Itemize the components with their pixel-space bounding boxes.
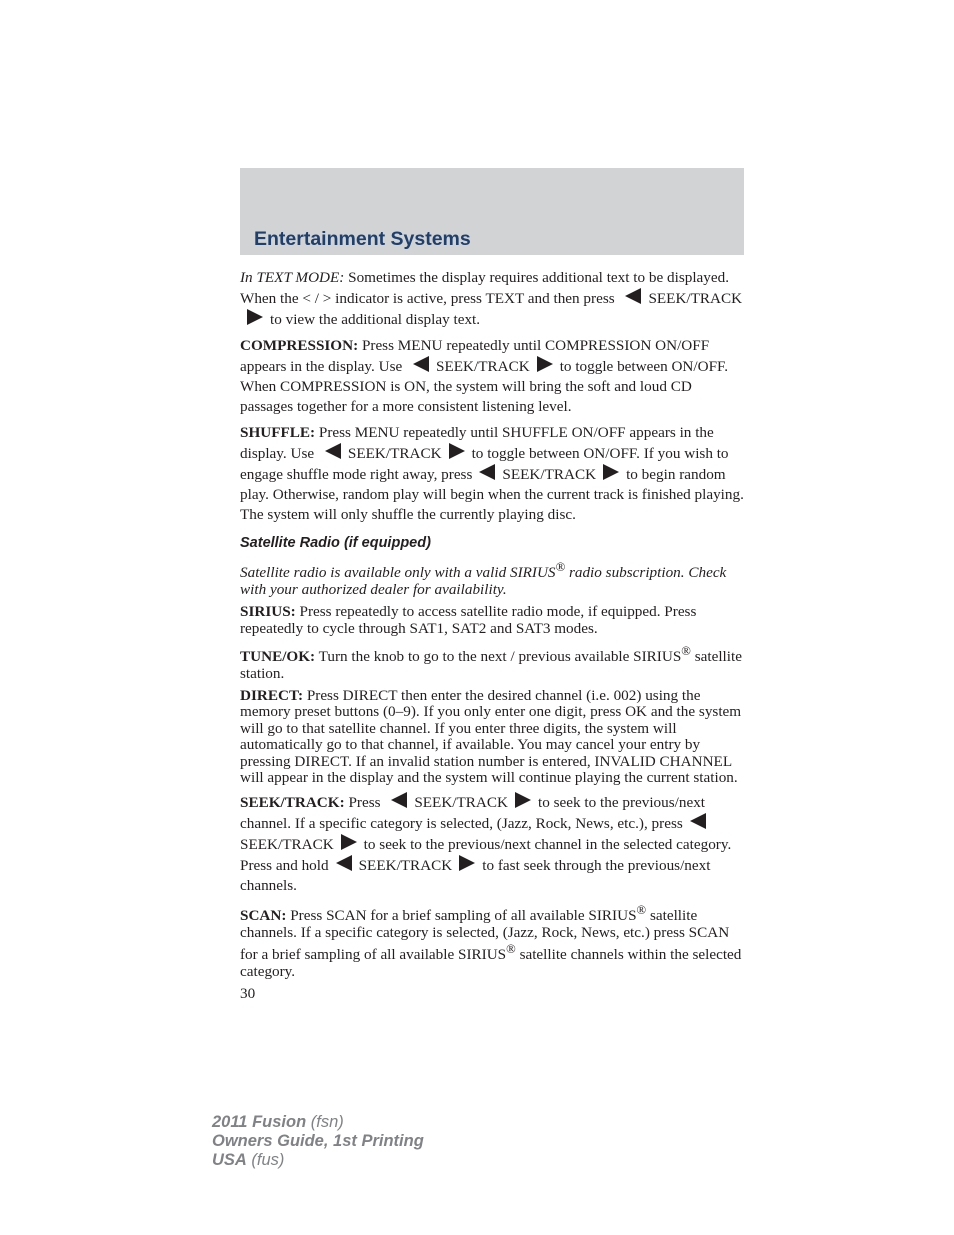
seek-left-icon	[336, 855, 352, 871]
footer-market-line	[212, 1151, 424, 1170]
seek-left-icon	[413, 356, 429, 372]
shuffle-text-mid: to toggle between ON/OFF. If you wish to engage shuffle mode right away, press	[240, 445, 729, 483]
compression-paragraph	[240, 336, 744, 417]
seek-right-icon	[603, 464, 619, 480]
direct-label: DIRECT:	[240, 686, 304, 704]
shuffle-text: Press MENU repeatedly until SHUFFLE ON/OFF appears in the display. Use	[240, 424, 714, 462]
footer-guide: Owners Guide, 1st Printing	[212, 1132, 424, 1150]
tune-text-end: satellite station.	[240, 648, 742, 682]
seek-left-icon	[325, 443, 341, 459]
seek-left-icon	[690, 813, 706, 829]
seektrack-paragraph	[240, 792, 744, 896]
seektrack-text-mid2: to seek to the previous/next channel in the selected category. Press and hold	[240, 836, 732, 875]
text-mode-paragraph	[240, 268, 744, 330]
footer-market: USA	[212, 1151, 247, 1169]
seek-track-label: SEEK/TRACK	[502, 466, 597, 483]
direct-text: Press DIRECT then enter the desired channel (i.e. 002) using the memory preset buttons (0–9). If you only enter one digit, press OK and the system will go to that satellite channel. If you enter three digits, the system will automatically go to that channel, if available. You may cancel your entry by pressing DIRECT. If an invalid station number is entered, INVALID CHANNEL will appear in the display and the system will continue playing the current station.	[240, 686, 742, 786]
seektrack-text-mid: to seek to the previous/next channel. If a specific category is selected, (Jazz, Rock, News, etc.), press	[240, 794, 706, 833]
seek-track-label: SEEK/TRACK	[347, 445, 442, 462]
scan-text-end: satellite channels within the selected category.	[240, 946, 742, 980]
seek-right-icon	[515, 792, 531, 808]
text-mode-text: Sometimes the display requires additional text to be displayed. When the < / > indicator is active, press TEXT and then press	[240, 269, 730, 307]
seek-left-icon	[391, 792, 407, 808]
shuffle-label: SHUFFLE:	[240, 424, 316, 441]
registered-mark: ®	[681, 644, 691, 659]
tune-label: TUNE/OK:	[240, 648, 316, 666]
footer-model-line	[212, 1113, 424, 1132]
sirius-paragraph	[240, 604, 744, 637]
seektrack-label: SEEK/TRACK:	[240, 794, 345, 812]
seek-right-icon	[537, 356, 553, 372]
tune-text: Turn the knob to go to the next / previous available SIRIUS	[315, 648, 682, 666]
section-header	[240, 168, 744, 255]
compression-label: COMPRESSION:	[240, 337, 359, 354]
footer-market-code: (fus)	[246, 1151, 285, 1169]
seek-track-label: SEEK/TRACK	[240, 836, 334, 854]
seek-right-icon	[247, 309, 263, 325]
seektrack-text: Press	[344, 794, 381, 812]
sirius-label: SIRIUS:	[240, 603, 296, 621]
registered-mark: ®	[636, 903, 647, 918]
seek-track-label: SEEK/TRACK	[358, 857, 453, 875]
document-footer	[212, 1113, 424, 1170]
seek-right-icon	[459, 855, 475, 871]
compression-text: Press MENU repeatedly until COMPRESSION ON/OFF appears in the display. Use	[240, 337, 710, 375]
seek-right-icon	[341, 834, 357, 850]
footer-model: 2011 Fusion	[212, 1113, 307, 1131]
shuffle-text-end: to begin random play. Otherwise, random play will begin when the current track is finished playing. The system will only shuffle the currently playing disc.	[240, 466, 744, 523]
footer-model-code: (fsn)	[306, 1113, 344, 1131]
text-mode-text-end: to view the additional display text.	[270, 311, 481, 328]
satellite-heading: Satellite Radio (if equipped)	[240, 535, 431, 551]
compression-text-end: to toggle between ON/OFF. When COMPRESSION is ON, the system will bring the soft and loud CD passages together for a more consistent listening level.	[240, 358, 729, 415]
seektrack-text-end: to fast seek through the previous/next channels.	[240, 857, 711, 895]
scan-text: Press SCAN for a brief sampling of all available SIRIUS	[286, 907, 637, 925]
seek-track-label: SEEK/TRACK	[436, 358, 530, 375]
satellite-intro-text-end: radio subscription. Check with your authorized dealer for availability.	[240, 564, 727, 598]
section-title: Entertainment Systems	[254, 228, 471, 250]
scan-label: SCAN:	[240, 907, 287, 925]
footer-guide-line	[212, 1132, 424, 1151]
tune-paragraph	[240, 643, 744, 682]
seek-left-icon	[479, 464, 495, 480]
satellite-intro-text: Satellite radio is available only with a valid SIRIUS	[240, 564, 556, 582]
text-mode-label: In TEXT MODE:	[240, 269, 345, 286]
sirius-text: Press repeatedly to access satellite radio mode, if equipped. Press repeatedly to cycle through SAT1, SAT2 and SAT3 modes.	[240, 603, 697, 637]
scan-paragraph	[240, 902, 744, 980]
seek-track-label: SEEK/TRACK	[414, 794, 508, 812]
seek-left-icon	[625, 288, 641, 304]
page-number: 30	[240, 985, 256, 1003]
shuffle-paragraph	[240, 423, 744, 525]
registered-mark: ®	[555, 560, 566, 575]
direct-paragraph	[240, 688, 744, 786]
registered-mark: ®	[506, 942, 516, 957]
seek-track-label: SEEK/TRACK	[648, 290, 743, 307]
scan-text-mid: satellite channels. If a specific category is selected, (Jazz, Rock, News, etc.) press SCAN for a brief sampling of all available SIRIUS	[240, 907, 730, 964]
satellite-intro	[240, 559, 744, 598]
seek-right-icon	[449, 443, 465, 459]
page-content	[240, 268, 744, 1009]
